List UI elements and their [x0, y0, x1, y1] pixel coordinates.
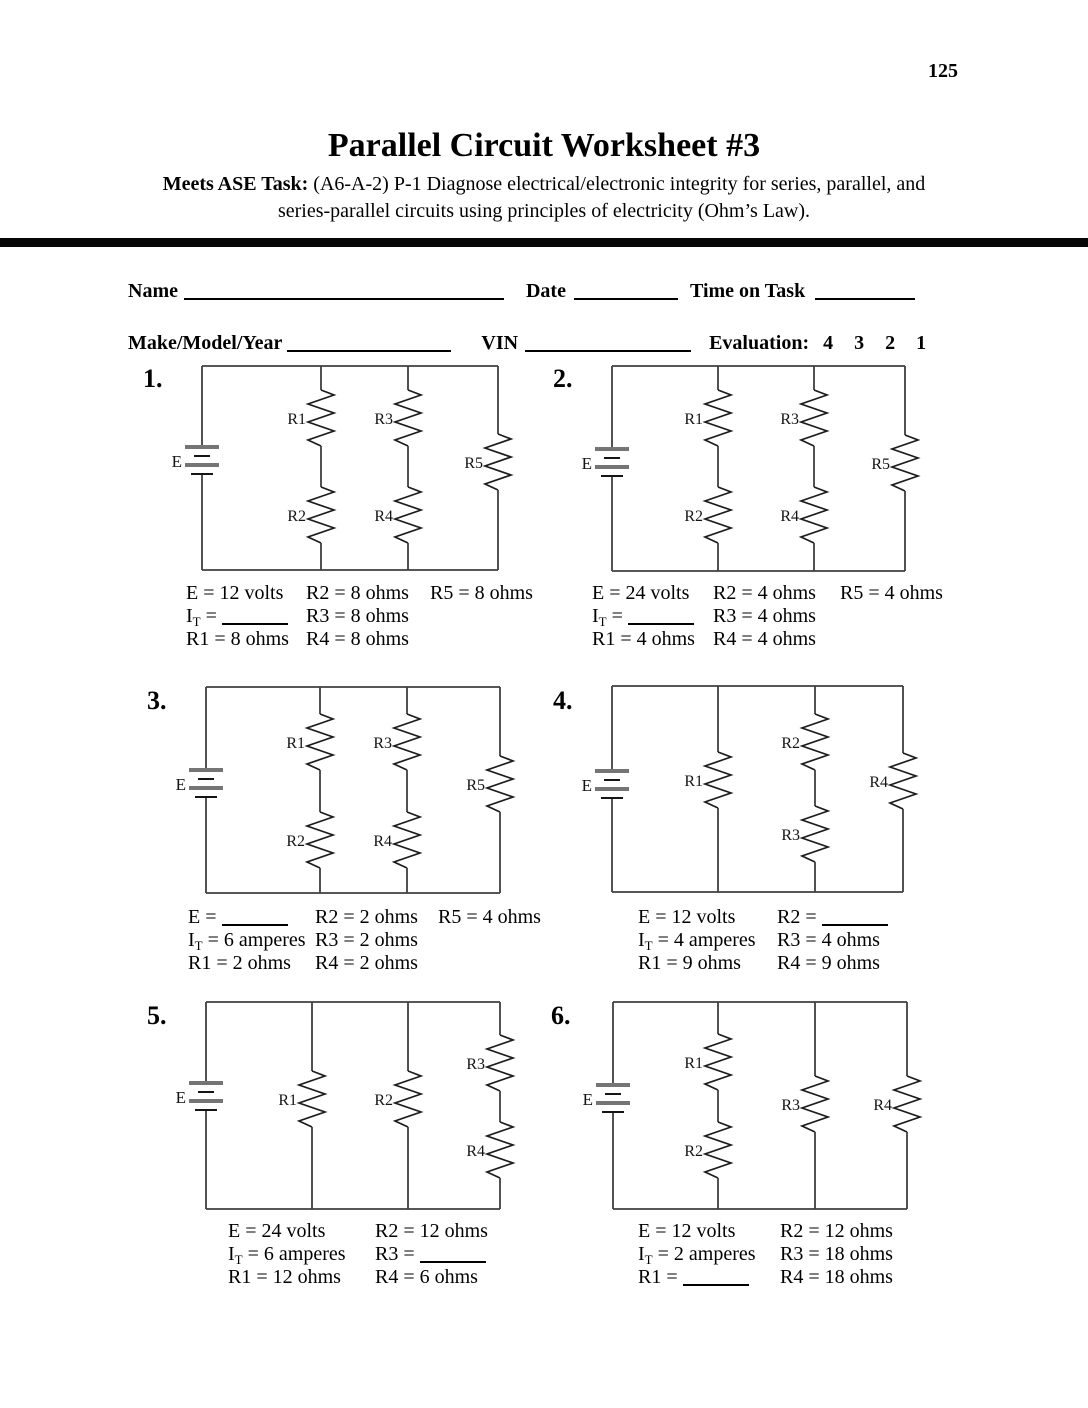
values-column	[375, 1220, 488, 1289]
value-text: 18 ohms	[824, 1266, 893, 1288]
problem-number: 1.	[143, 364, 163, 393]
resistor-symbol	[485, 434, 511, 490]
value-line: R3 = 18 ohms	[780, 1243, 893, 1265]
resistor-label: R4	[466, 1143, 485, 1160]
form-line-2	[128, 332, 926, 355]
name-label: Name	[128, 280, 178, 302]
resistor-label: R2	[684, 508, 703, 525]
resistor-label: R2	[374, 1092, 393, 1109]
resistor-label: R3	[781, 1097, 800, 1114]
resistor-label: R4	[780, 508, 799, 525]
battery-label: E	[581, 454, 592, 473]
battery-label: E	[581, 776, 592, 795]
value-line: R1 =	[638, 1266, 756, 1289]
resistor-label: R4	[373, 833, 392, 850]
values-column	[228, 1220, 346, 1289]
date-label: Date	[525, 280, 566, 302]
make-blank-line	[287, 335, 451, 352]
circuit-diagram	[553, 992, 925, 1223]
resistor-label: R5	[466, 777, 485, 794]
values-column	[188, 906, 306, 975]
battery-symbol	[189, 770, 223, 797]
answer-blank-line	[822, 911, 888, 926]
values-column	[780, 1220, 893, 1289]
resistor-symbol	[705, 390, 731, 446]
value-text: 24 volts	[261, 1220, 326, 1242]
resistor-label: R3	[780, 411, 799, 428]
value-line: R1 = 9 ohms	[638, 952, 741, 974]
value-line: R5 = 4 ohms	[438, 906, 541, 928]
resistor-symbol	[395, 390, 421, 446]
value-line: R5 = 4 ohms	[840, 582, 943, 604]
value-text: 2 amperes	[673, 1243, 756, 1265]
battery-symbol	[596, 1085, 630, 1112]
resistor-symbol	[394, 812, 420, 868]
value-line: E = 12 volts	[186, 582, 284, 604]
resistor-symbol	[894, 1076, 920, 1132]
subscript-t: T	[234, 1252, 243, 1267]
resistor-symbol	[890, 753, 916, 809]
resistor-symbol	[705, 487, 731, 543]
value-text: 2 ohms	[232, 952, 291, 974]
ase-task-line2: series-parallel circuits using principles of electricity (Ohm’s Law).	[277, 200, 811, 222]
value-text: 9 ohms	[821, 952, 880, 974]
values-column	[713, 582, 816, 651]
value-text: 8 ohms	[350, 582, 409, 604]
value-text: 12 ohms	[419, 1220, 488, 1242]
value-text: 6 ohms	[419, 1266, 478, 1288]
ase-task-text	[0, 171, 1088, 225]
resistor-label: R3	[466, 1056, 485, 1073]
value-line: R3 = 2 ohms	[315, 929, 418, 951]
value-text: 24 volts	[625, 582, 690, 604]
values-column	[438, 906, 541, 929]
problem-number: 6.	[551, 1001, 571, 1030]
resistor-symbol	[395, 1071, 421, 1127]
value-line: R2 = 8 ohms	[306, 582, 409, 604]
ase-task-line1: (A6-A-2) P-1 Diagnose electrical/electronic integrity for series, parallel, and	[313, 173, 926, 195]
circuit-diagram	[146, 992, 518, 1223]
evaluation-grade-3: 3	[854, 332, 865, 354]
value-line: $I_T$ =	[186, 605, 289, 628]
resistor-label: R2	[684, 1143, 703, 1160]
value-line: $I_T = 6$ amperes	[188, 929, 306, 953]
evaluation-grade-4: 4	[823, 332, 834, 354]
value-line: R3 = 8 ohms	[306, 605, 409, 627]
resistor-symbol	[801, 390, 827, 446]
value-text: 4 ohms	[757, 605, 816, 627]
value-text: 4 ohms	[636, 628, 695, 650]
resistor-label: R1	[286, 735, 305, 752]
resistor-symbol	[705, 1122, 731, 1178]
value-text: 12 ohms	[272, 1266, 341, 1288]
resistor-symbol	[487, 1035, 513, 1091]
value-line: R4 = 2 ohms	[315, 952, 418, 974]
circuit-diagram	[552, 676, 921, 906]
subscript-t: T	[192, 614, 201, 629]
value-text: 4 amperes	[673, 929, 756, 951]
ase-task-label: Meets ASE Task:	[162, 173, 309, 195]
value-line: R4 = 4 ohms	[713, 628, 816, 650]
header-divider-rule	[0, 238, 1088, 247]
subscript-t: T	[194, 938, 203, 953]
values-column	[315, 906, 418, 975]
value-text: 8 ohms	[230, 628, 289, 650]
value-text: 12 volts	[671, 906, 736, 928]
value-line: $I_T$ =	[592, 605, 695, 628]
value-line: R2 = 4 ohms	[713, 582, 816, 604]
value-line: R2 = 2 ohms	[315, 906, 418, 928]
problem-number: 3.	[147, 686, 167, 715]
value-text: 4 ohms	[884, 582, 943, 604]
resistor-symbol	[308, 390, 334, 446]
vin-blank-line	[525, 335, 691, 352]
value-text: 8 ohms	[350, 605, 409, 627]
values-column	[592, 582, 695, 651]
answer-blank-line	[222, 911, 288, 926]
evaluation-label: Evaluation:	[709, 332, 810, 354]
value-line: R3 = 4 ohms	[777, 929, 880, 951]
time-blank-line	[815, 283, 915, 300]
resistor-label: R1	[684, 1055, 703, 1072]
resistor-symbol	[395, 487, 421, 543]
page-title: Parallel Circuit Worksheet #3	[327, 127, 761, 164]
resistor-symbol	[892, 435, 918, 491]
value-text: 2 ohms	[359, 906, 418, 928]
value-line: R2 = 12 ohms	[780, 1220, 893, 1242]
resistor-symbol	[802, 806, 828, 862]
values-column	[777, 906, 888, 975]
resistor-label: R2	[287, 508, 306, 525]
battery-label: E	[171, 452, 182, 471]
value-text: 4 ohms	[482, 906, 541, 928]
circuit-diagram	[552, 356, 923, 585]
value-line: R4 = 6 ohms	[375, 1266, 478, 1288]
value-text: 4 ohms	[821, 929, 880, 951]
value-line: E = 12 volts	[638, 1220, 736, 1242]
value-line: $I_T = 2$ amperes	[638, 1243, 756, 1267]
subscript-t: T	[644, 1252, 653, 1267]
values-column	[186, 582, 289, 651]
resistor-label: R2	[781, 735, 800, 752]
name-blank-line	[184, 283, 504, 300]
problem-number: 2.	[553, 364, 573, 393]
value-text: 6 amperes	[263, 1243, 346, 1265]
resistor-label: R4	[869, 774, 888, 791]
battery-symbol	[189, 1083, 223, 1110]
answer-blank-line	[222, 610, 288, 625]
resistor-label: R3	[781, 827, 800, 844]
value-line: R4 = 9 ohms	[777, 952, 880, 974]
vin-label: VIN	[481, 332, 519, 354]
value-text: 18 ohms	[824, 1243, 893, 1265]
circuit-diagram	[142, 356, 516, 584]
resistor-label: R1	[684, 411, 703, 428]
problem-number: 4.	[553, 686, 573, 715]
subscript-t: T	[598, 614, 607, 629]
resistor-symbol	[307, 714, 333, 770]
value-text: 2 ohms	[359, 952, 418, 974]
problem-number: 5.	[147, 1001, 167, 1030]
resistor-symbol	[705, 1034, 731, 1090]
time-on-task-label: Time on Task	[689, 280, 806, 302]
resistor-label: R1	[278, 1092, 297, 1109]
value-line: $I_T = 4$ amperes	[638, 929, 756, 953]
value-text: 12 volts	[219, 582, 284, 604]
values-column	[306, 582, 409, 651]
battery-symbol	[185, 447, 219, 474]
value-text: 4 ohms	[757, 582, 816, 604]
values-column	[638, 906, 756, 975]
battery-symbol	[595, 449, 629, 476]
resistor-label: R3	[374, 411, 393, 428]
resistor-symbol	[705, 752, 731, 808]
values-column	[430, 582, 533, 605]
resistor-label: R5	[464, 455, 483, 472]
circuit-diagram	[146, 677, 518, 907]
resistor-label: R1	[684, 773, 703, 790]
value-text: 9 ohms	[682, 952, 741, 974]
value-line: R3 = 4 ohms	[713, 605, 816, 627]
value-line: R1 = 12 ohms	[228, 1266, 341, 1288]
answer-blank-line	[420, 1248, 486, 1263]
value-line: E = 12 volts	[638, 906, 736, 928]
resistor-symbol	[394, 714, 420, 770]
value-line: R3 =	[375, 1243, 488, 1266]
resistor-symbol	[299, 1071, 325, 1127]
resistor-label: R2	[286, 833, 305, 850]
values-column	[638, 1220, 756, 1289]
value-line: R4 = 18 ohms	[780, 1266, 893, 1288]
resistor-symbol	[801, 487, 827, 543]
value-text: 6 amperes	[223, 929, 306, 951]
answer-blank-line	[683, 1271, 749, 1286]
value-text: 4 ohms	[757, 628, 816, 650]
resistor-label: R4	[873, 1097, 892, 1114]
value-line: E = 24 volts	[592, 582, 690, 604]
resistor-symbol	[487, 1122, 513, 1178]
value-line: R1 = 8 ohms	[186, 628, 289, 650]
resistor-label: R5	[871, 456, 890, 473]
value-line: R5 = 8 ohms	[430, 582, 533, 604]
resistor-symbol	[802, 714, 828, 770]
resistor-label: R3	[373, 735, 392, 752]
battery-label: E	[175, 775, 186, 794]
value-line: R1 = 2 ohms	[188, 952, 291, 974]
value-text: 2 ohms	[359, 929, 418, 951]
value-text: 12 ohms	[824, 1220, 893, 1242]
value-text: 8 ohms	[350, 628, 409, 650]
value-line: R1 = 4 ohms	[592, 628, 695, 650]
form-line-1	[128, 280, 915, 303]
evaluation-grade-2: 2	[885, 332, 896, 354]
resistor-label: R4	[374, 508, 393, 525]
value-line: R2 = 12 ohms	[375, 1220, 488, 1242]
battery-label: E	[175, 1088, 186, 1107]
value-line: E =	[188, 906, 306, 929]
value-line: R4 = 8 ohms	[306, 628, 409, 650]
resistor-symbol	[307, 812, 333, 868]
make-model-year-label: Make/Model/Year	[128, 332, 283, 354]
resistor-label: R1	[287, 411, 306, 428]
value-line: R2 =	[777, 906, 888, 929]
date-blank-line	[574, 283, 678, 300]
battery-symbol	[595, 771, 629, 798]
resistor-symbol	[802, 1076, 828, 1132]
resistor-symbol	[487, 756, 513, 812]
resistor-symbol	[308, 487, 334, 543]
answer-blank-line	[628, 610, 694, 625]
page-number: 125	[928, 60, 958, 82]
battery-label: E	[582, 1090, 593, 1109]
value-text: 8 ohms	[474, 582, 533, 604]
subscript-t: T	[644, 938, 653, 953]
value-text: 12 volts	[671, 1220, 736, 1242]
evaluation-grade-1: 1	[916, 332, 927, 354]
value-line: $I_T = 6$ amperes	[228, 1243, 346, 1267]
values-column	[840, 582, 943, 605]
value-line: E = 24 volts	[228, 1220, 326, 1242]
